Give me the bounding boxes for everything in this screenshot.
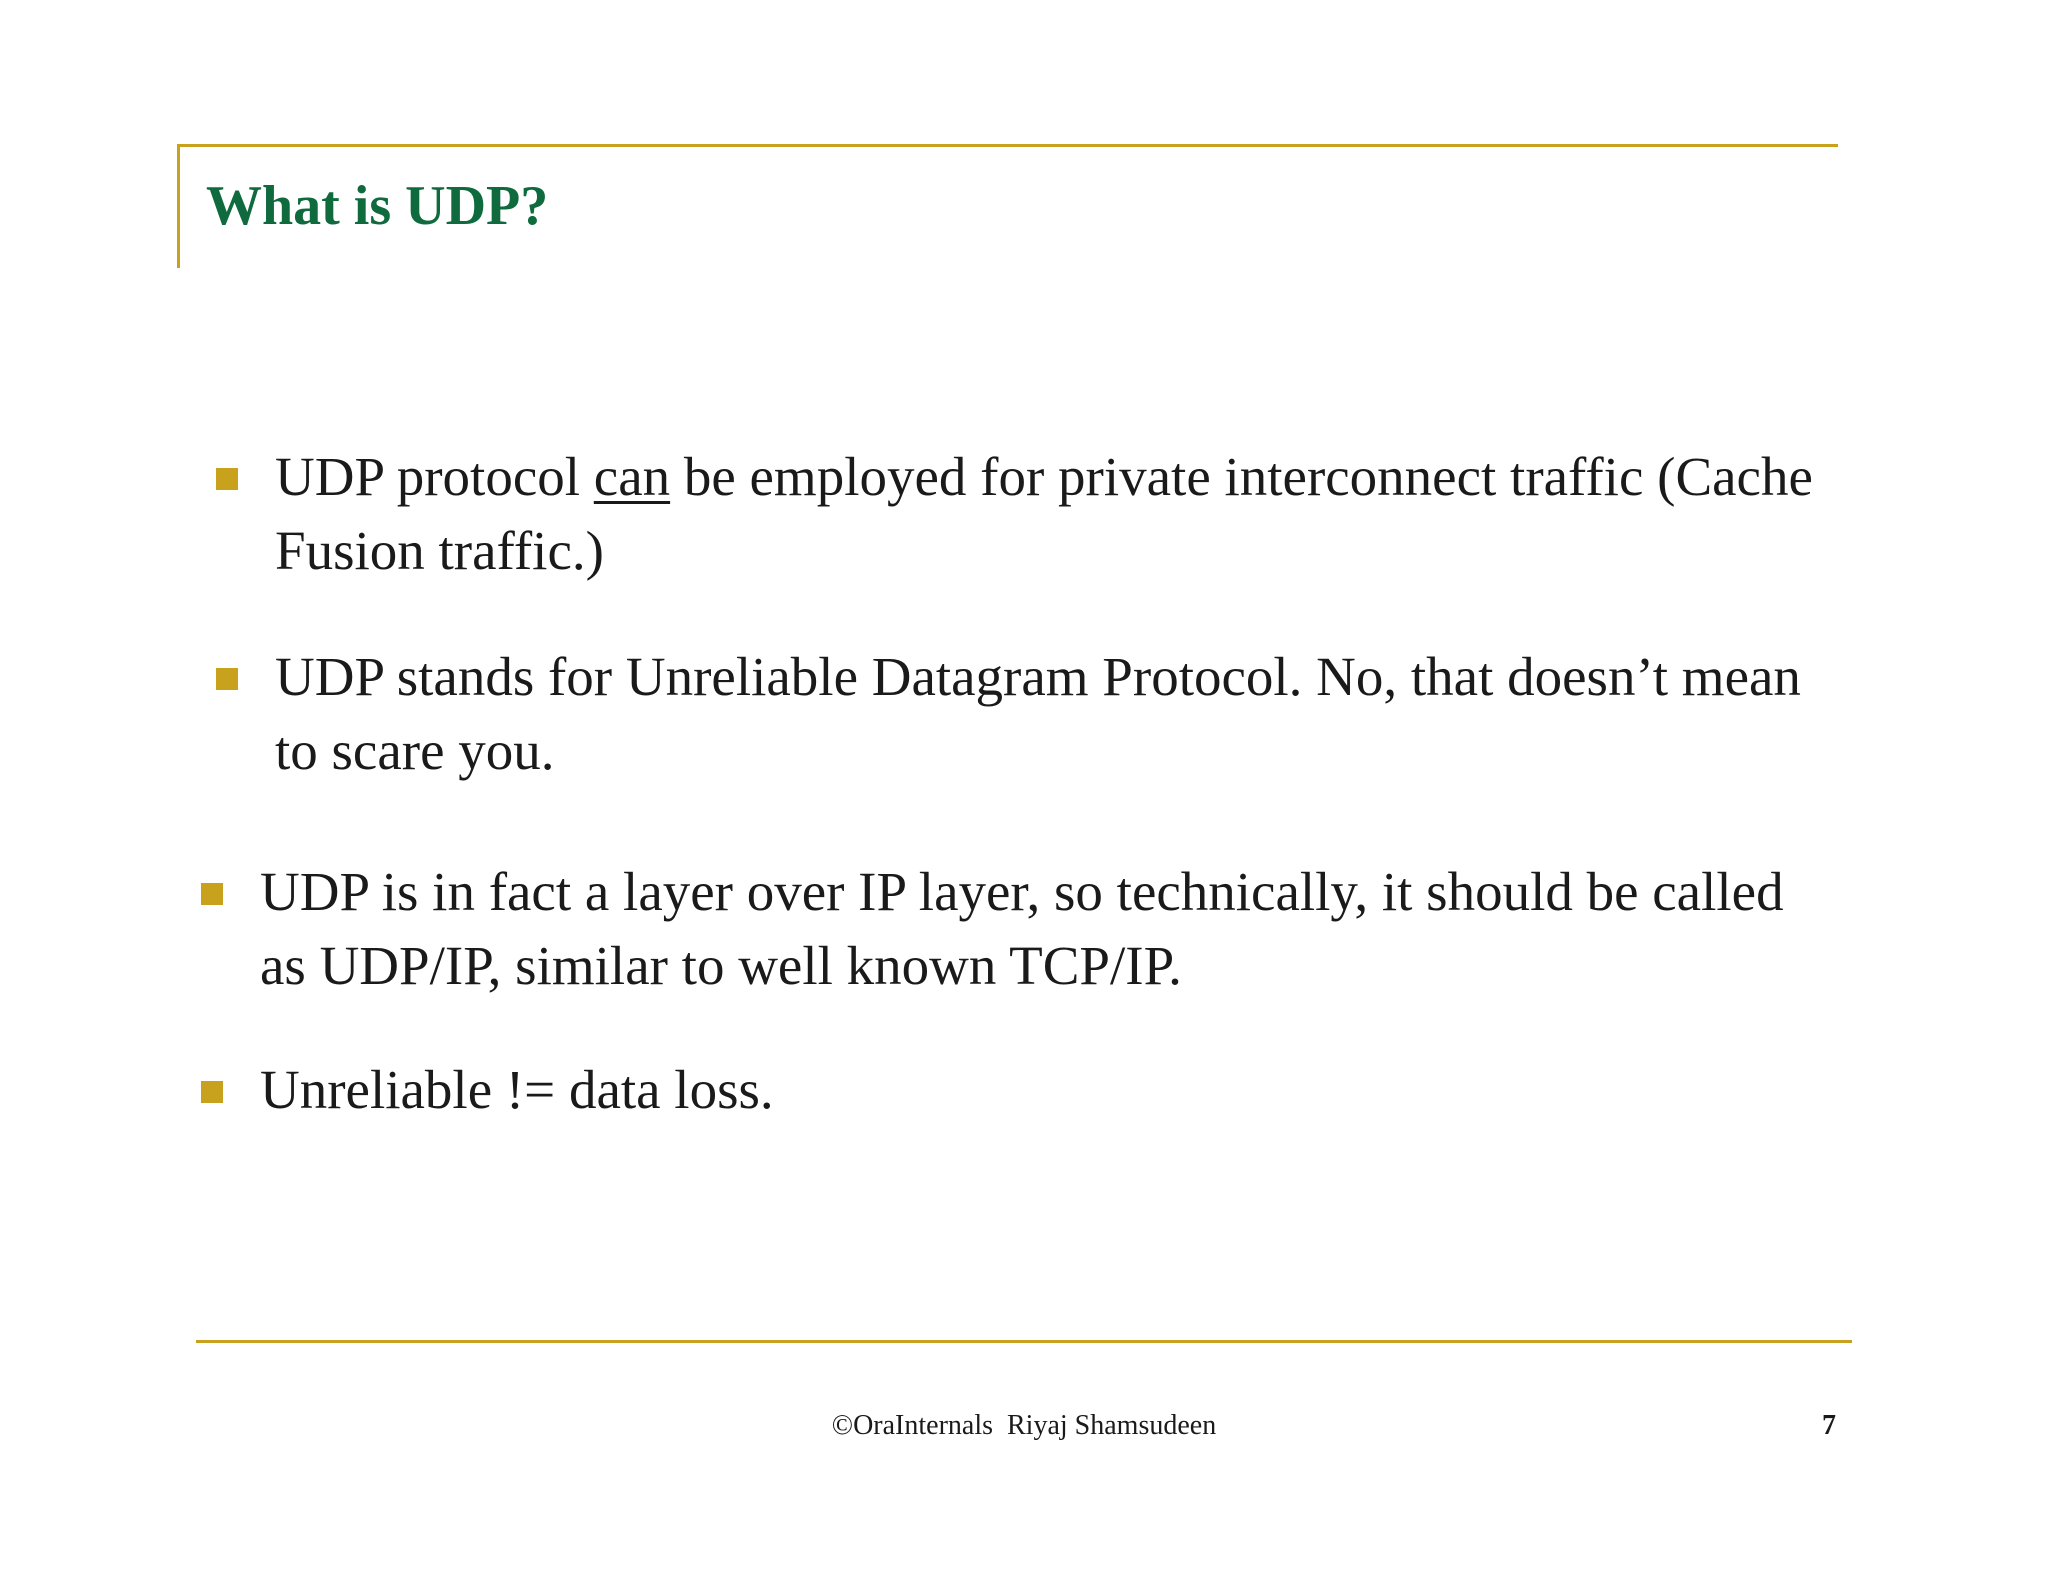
bullet-item <box>260 1053 1820 1127</box>
bullet-item <box>275 440 1835 588</box>
bullet-text: UDP is in fact a layer over IP layer, so technically, it should be called as UDP/IP, similar to well known TCP/IP. <box>260 861 1784 996</box>
bullet-item <box>260 855 1820 1003</box>
bullet-text: UDP stands for Unreliable Datagram Protocol. No, that doesn’t mean to scare you. <box>275 646 1801 781</box>
footer-rule <box>196 1340 1852 1343</box>
bullet-text <box>275 440 1835 588</box>
page-number: 7 <box>1822 1410 1836 1441</box>
bullet-text-after: be employed for private interconnect traffic (Cache Fusion traffic.) <box>275 446 1813 581</box>
bullet-text: Unreliable != data loss. <box>260 1059 774 1120</box>
square-bullet-icon <box>201 883 223 905</box>
square-bullet-icon <box>216 668 238 690</box>
slide-title: What is UDP? <box>206 175 549 237</box>
bullet-item <box>275 640 1835 788</box>
square-bullet-icon <box>216 468 238 490</box>
footer-credit: ©OraInternals Riyaj Shamsudeen <box>831 1410 1217 1441</box>
bullet-text-before: UDP protocol <box>275 446 594 507</box>
square-bullet-icon <box>201 1081 223 1103</box>
underlined-word: can <box>593 446 671 507</box>
